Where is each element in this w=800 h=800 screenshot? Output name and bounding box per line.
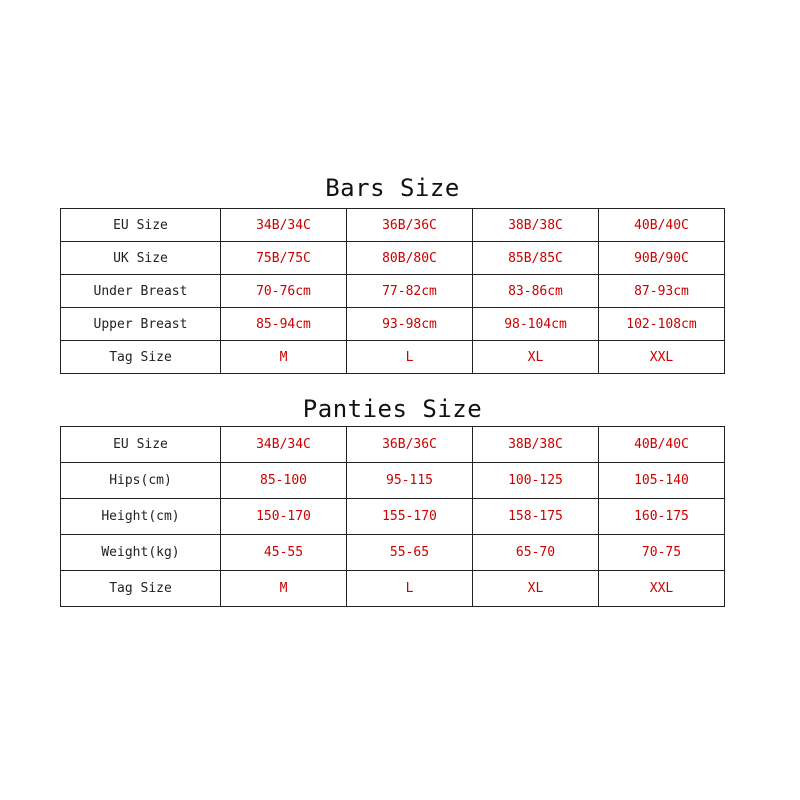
size-value: XXL (599, 341, 725, 374)
size-value: 75B/75C (221, 242, 347, 275)
table-row (61, 571, 725, 607)
table-row (61, 463, 725, 499)
size-value: 36B/36C (347, 427, 473, 463)
panties-size-title: Panties Size (302, 395, 483, 423)
row-label: Hips(cm) (61, 463, 221, 499)
size-value: L (347, 341, 473, 374)
size-value: M (221, 341, 347, 374)
size-value: 80B/80C (347, 242, 473, 275)
size-value: 65-70 (473, 535, 599, 571)
size-value: 85-100 (221, 463, 347, 499)
table-row (61, 275, 725, 308)
size-value: 155-170 (347, 499, 473, 535)
size-value: 158-175 (473, 499, 599, 535)
size-value: 93-98cm (347, 308, 473, 341)
size-value: 160-175 (599, 499, 725, 535)
size-value: XXL (599, 571, 725, 607)
size-value: 40B/40C (599, 209, 725, 242)
size-value: 105-140 (599, 463, 725, 499)
size-value: XL (473, 571, 599, 607)
size-value: 34B/34C (221, 209, 347, 242)
row-label: EU Size (61, 209, 221, 242)
size-value: 83-86cm (473, 275, 599, 308)
size-value: 150-170 (221, 499, 347, 535)
size-value: 36B/36C (347, 209, 473, 242)
size-value: L (347, 571, 473, 607)
table-row (61, 499, 725, 535)
table-row (61, 308, 725, 341)
size-value: 90B/90C (599, 242, 725, 275)
size-value: 85B/85C (473, 242, 599, 275)
row-label: Height(cm) (61, 499, 221, 535)
size-value: 87-93cm (599, 275, 725, 308)
row-label: EU Size (61, 427, 221, 463)
bars-size-table (60, 208, 725, 374)
row-label: Tag Size (61, 571, 221, 607)
table-row (61, 209, 725, 242)
size-value: 70-75 (599, 535, 725, 571)
size-value: 38B/38C (473, 209, 599, 242)
size-value: 98-104cm (473, 308, 599, 341)
bars-size-title: Bars Size (325, 174, 460, 202)
size-value: 45-55 (221, 535, 347, 571)
size-value: 34B/34C (221, 427, 347, 463)
table-row (61, 535, 725, 571)
size-value: 40B/40C (599, 427, 725, 463)
table-row (61, 341, 725, 374)
row-label: Tag Size (61, 341, 221, 374)
panties-size-table (60, 426, 725, 607)
row-label: Under Breast (61, 275, 221, 308)
size-value: 100-125 (473, 463, 599, 499)
size-value: 102-108cm (599, 308, 725, 341)
size-value: 38B/38C (473, 427, 599, 463)
row-label: UK Size (61, 242, 221, 275)
size-value: 95-115 (347, 463, 473, 499)
row-label: Upper Breast (61, 308, 221, 341)
size-value: M (221, 571, 347, 607)
size-value: 70-76cm (221, 275, 347, 308)
table-row (61, 427, 725, 463)
size-value: 85-94cm (221, 308, 347, 341)
size-value: 55-65 (347, 535, 473, 571)
table-row (61, 242, 725, 275)
row-label: Weight(kg) (61, 535, 221, 571)
size-value: XL (473, 341, 599, 374)
size-value: 77-82cm (347, 275, 473, 308)
